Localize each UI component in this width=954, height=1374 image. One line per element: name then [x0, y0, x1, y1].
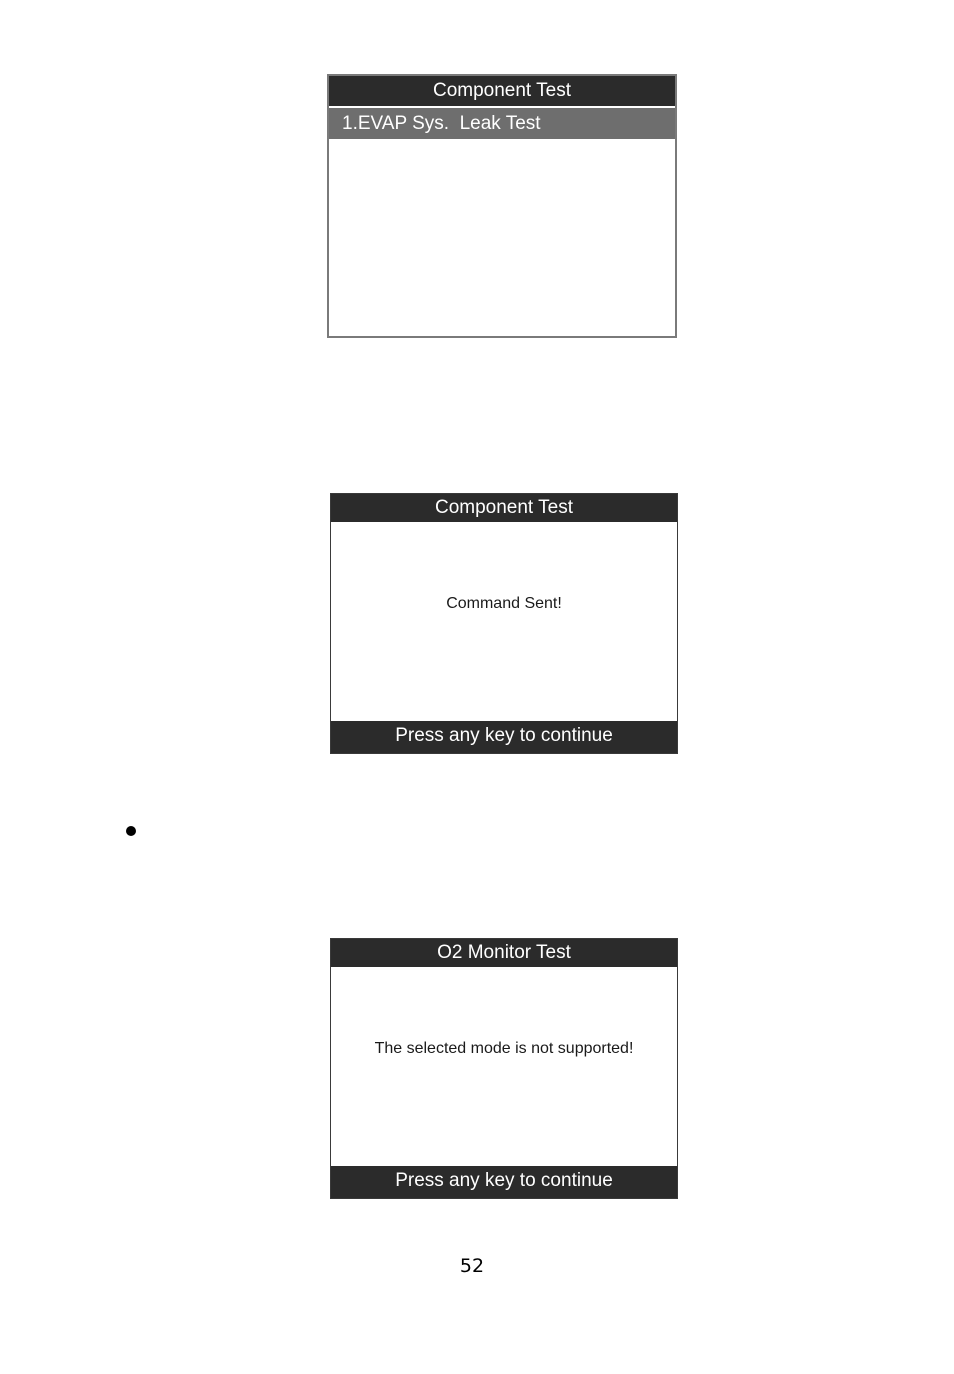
status-message: Command Sent! [446, 595, 562, 612]
component-test-menu-screen [327, 74, 677, 338]
continue-prompt[interactable]: Press any key to continue [331, 721, 677, 753]
command-sent-screen [330, 493, 678, 754]
bullet-point [126, 826, 136, 836]
o2-monitor-test-screen [330, 938, 678, 1199]
menu-item-evap-leak-test[interactable]: 1.EVAP Sys. Leak Test [329, 108, 675, 139]
page-number: 52 [459, 1255, 485, 1277]
screen-title: O2 Monitor Test [331, 939, 677, 967]
screen-title: Component Test [329, 76, 675, 108]
screen-title: Component Test [331, 494, 677, 522]
continue-prompt[interactable]: Press any key to continue [331, 1166, 677, 1198]
status-message: The selected mode is not supported! [374, 1040, 634, 1057]
